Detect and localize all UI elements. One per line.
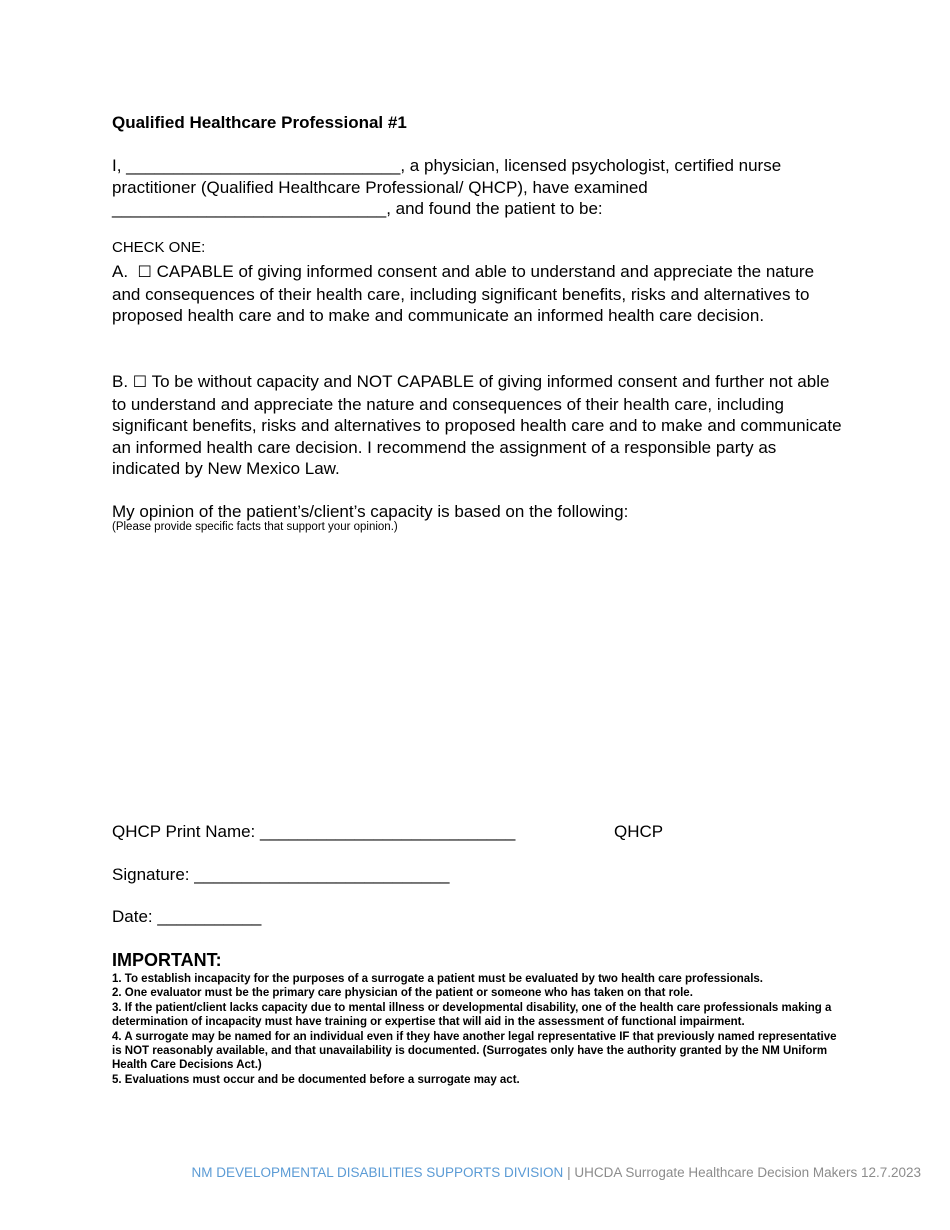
option-b-letter: B. — [112, 372, 129, 391]
option-b-text: To be without capacity and NOT CAPABLE of giving informed consent and further not able to understand and appreciate the nature and consequences of their health care, including significant benefits, risks and alternatives to proposed health care and to make and communicate an informed health care decision. I recommend the assignment of a responsible party as indicated by New Mexico Law. — [112, 372, 842, 478]
note-item: 5. Evaluations must occur and be documented before a surrogate may act. — [112, 1073, 520, 1086]
opinion-hint: (Please provide specific facts that support your opinion.) — [112, 521, 398, 533]
signature-field — [112, 865, 450, 885]
important-title: IMPORTANT: — [112, 950, 222, 970]
option-a-checkbox[interactable]: ☐ — [137, 264, 152, 281]
footer-org: NM DEVELOPMENTAL DISABILITIES SUPPORTS DIVISION — [191, 1165, 564, 1180]
option-a — [112, 261, 842, 327]
footer-separator: | — [563, 1165, 575, 1180]
print-name-field — [112, 822, 515, 842]
important-notes — [112, 972, 842, 1087]
note-item: 4. A surrogate may be named for an individual even if they have another legal representative IF that previously named representative is NOT reasonably available, and that unavailability is documented. (Surrogates only have the authority granted by the NM Uniform Health Care Decisions Act.) — [112, 1030, 837, 1072]
qhcp-label: QHCP — [614, 822, 664, 841]
option-a-text: CAPABLE of giving informed consent and able to understand and appreciate the nature and consequences of their health care, including significant benefits, risks and alternatives to proposed health care and to make and communicate an informed health care decision. — [112, 262, 815, 325]
intro-suffix: , and found the patient to be: — [386, 199, 603, 218]
note-item: 3. If the patient/client lacks capacity due to mental illness or developmental disability, one of the health care professionals making a determination of incapacity must have training or expertise that will aid in the assessment of functional impairment. — [112, 1001, 832, 1029]
check-one-label: CHECK ONE: — [112, 239, 206, 256]
date-field — [112, 907, 261, 927]
option-b-checkbox[interactable]: ☐ — [132, 374, 148, 391]
date-label: Date: — [112, 907, 158, 926]
note-item: 1. To establish incapacity for the purposes of a surrogate a patient must be evaluated by two health care professionals. — [112, 973, 763, 985]
intro-prefix: I, — [112, 156, 127, 175]
opinion-writing-area[interactable] — [112, 545, 842, 795]
signature-label: Signature: — [112, 865, 195, 884]
option-b — [112, 371, 842, 480]
page-title: Qualified Healthcare Professional #1 — [112, 113, 407, 132]
examiner-statement — [112, 155, 842, 220]
intro-mid: , a physician, licensed psychologist, certified nurse practitioner (Qualified Healthcare Professional/ QHCP), have examined — [112, 156, 782, 197]
patient-name-blank[interactable]: _____________________________ — [112, 199, 387, 218]
print-name-blank[interactable]: ___________________________ — [260, 822, 516, 841]
examiner-name-blank[interactable]: _____________________________ — [126, 156, 401, 175]
note-item: 2. One evaluator must be the primary care physician of the patient or someone who has taken on that role. — [112, 987, 693, 1000]
date-blank[interactable]: ___________ — [157, 907, 262, 926]
print-name-label: QHCP Print Name: — [112, 822, 261, 841]
opinion-label: My opinion of the patient’s/client’s capacity is based on the following: — [112, 502, 629, 521]
option-a-letter: A. — [112, 262, 129, 281]
footer-doc-title: UHCDA Surrogate Healthcare Decision Makers 12.7.2023 — [574, 1165, 921, 1180]
signature-blank[interactable]: ___________________________ — [194, 865, 450, 884]
page-footer — [191, 1165, 921, 1180]
